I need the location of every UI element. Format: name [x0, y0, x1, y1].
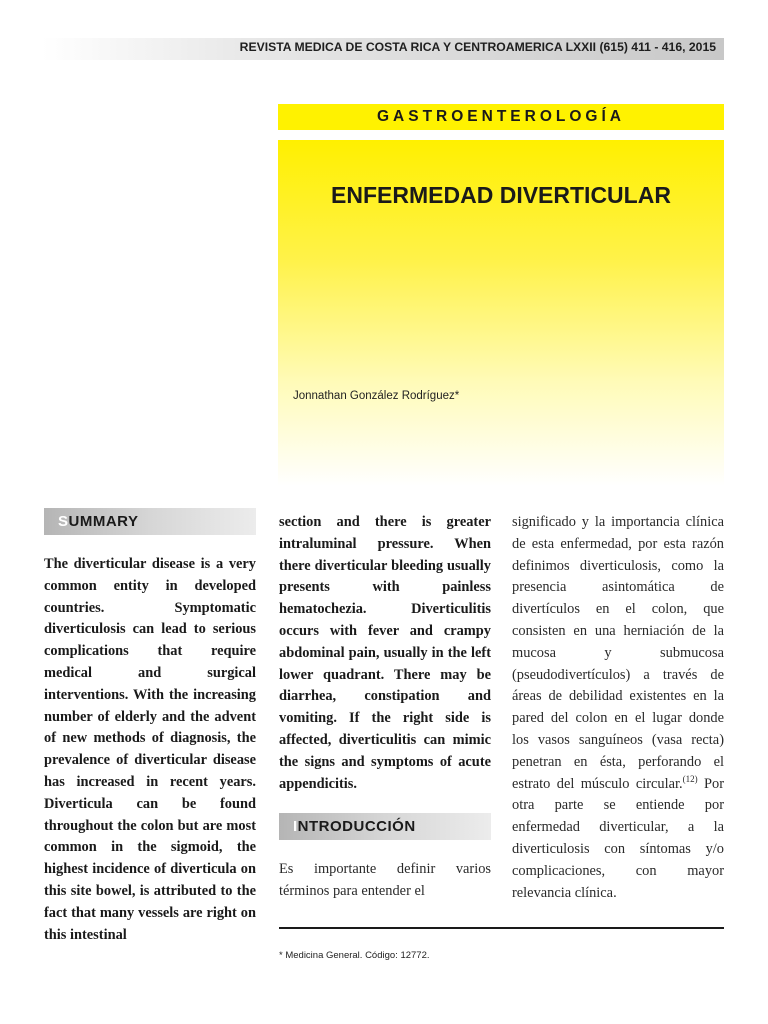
introduccion-paragraph-continued [512, 512, 724, 904]
citation-reference: (12) [682, 773, 698, 784]
section-label: GASTROENTEROLOGÍA [377, 108, 625, 125]
summary-heading-rest: UMMARY [68, 513, 139, 530]
summary-paragraph-2: section and there is greater intraluminal pressure. When there diverticular bleeding usually presents with painless hematochezia. Diverticulitis occurs with fever and crampy abdominal pain, usually in the left lower quadrant. There may be diarrhea, constipation and vomiting. If the right side is affected, diverticulitis can mimic the signs and symptoms of acute appendicitis. [279, 514, 491, 792]
summary-column-2 [279, 512, 491, 795]
introduccion-column-2 [279, 859, 491, 903]
introduccion-heading [279, 813, 491, 840]
title-panel [278, 140, 724, 486]
introduccion-heading-rest: NTRODUCCIÓN [297, 818, 416, 835]
summary-paragraph-1: The diverticular disease is a very common entity in developed countries. Symptomatic diverticulosis can lead to serious complications that require medical and surgical interventions. With the increasing number of elderly and the advent of new methods of diagnosis, the prevalence of diverticular disease has increased in recent years. Diverticula can be found throughout the colon but are most common in the sigmoid, the highest incidence of diverticula on this site bowel, is attributed to the fact that many vessels are right on this intestinal [44, 556, 256, 943]
journal-citation: REVISTA MEDICA DE COSTA RICA Y CENTROAMERICA LXXII (615) 411 - 416, 2015 [239, 40, 716, 54]
summary-heading-initial: S [58, 513, 69, 530]
introduccion-text-part-1: significado y la importancia clínica de esta enfermedad, por esta razón definimos diverticulosis, como la presencia asintomática de divertículos en el colon, que consisten en una herniación de la mucosa y submucosa (pseudodivertículos) a través de áreas de debilidad existentes en la pared del colon en el lugar donde los vasos sanguíneos (vasa recta) penetran en ésta, perforando el estrato del músculo circular. [512, 514, 724, 792]
introduccion-heading-initial: I [293, 818, 298, 835]
introduccion-text-part-2: Por otra parte se entiende por enfermedad diverticular, a la diverticulosis con síntomas y/o complicaciones, con mayor relevancia clínica. [512, 775, 724, 901]
journal-header-bar [42, 38, 724, 60]
author-footnote: * Medicina General. Código: 12772. [279, 950, 430, 961]
article-author: Jonnathan González Rodríguez* [293, 390, 460, 402]
article-title: ENFERMEDAD DIVERTICULAR [331, 182, 671, 208]
footnote-divider [279, 927, 724, 929]
introduccion-paragraph-start: Es importante definir varios términos para entender el [279, 861, 491, 899]
introduccion-column-3 [512, 512, 724, 904]
summary-column-1 [44, 554, 256, 946]
section-banner [278, 104, 724, 130]
summary-heading [44, 508, 256, 535]
